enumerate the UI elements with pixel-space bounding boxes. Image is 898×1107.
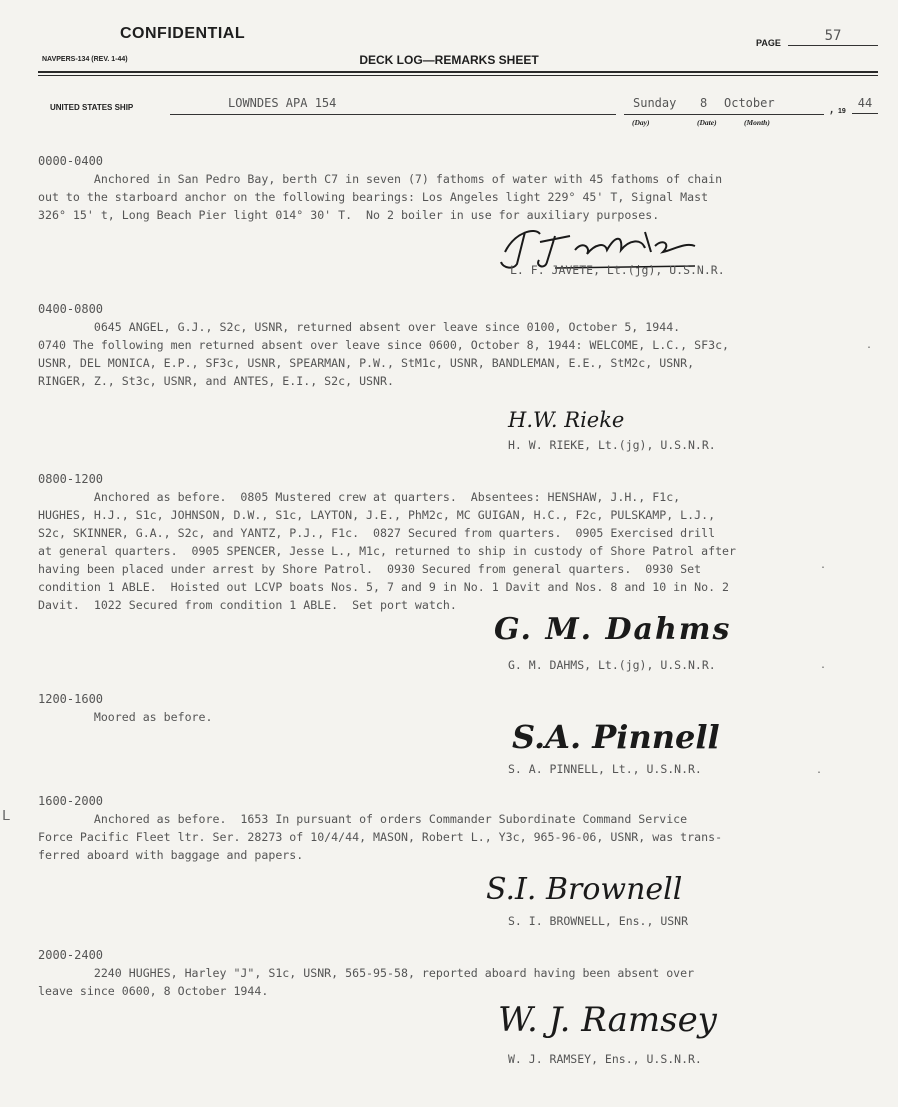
watch-period: 2000-2400: [38, 948, 104, 962]
ship-label: UNITED STATES SHIP: [50, 103, 134, 112]
entry-line: Moored as before.: [38, 710, 213, 724]
entry-line: at general quarters. 0905 SPENCER, Jesse L., M1c, returned to ship in custody of Shore Patrol after: [38, 544, 737, 558]
entry-line: S2c, SKINNER, G.A., S2c, and YANTZ, P.J., F1c. 0827 Secured from quarters. 0905 Exercised drill: [38, 526, 716, 540]
entry-line: Davit. 1022 Secured from condition 1 ABLE. Set port watch.: [38, 598, 457, 612]
log-entry: [38, 792, 888, 864]
margin-mark: ᒪ: [2, 808, 10, 824]
entry-line: having been placed under arrest by Shore Patrol. 0930 Secured from general quarters. 0930 Set: [38, 562, 702, 576]
watch-period: 1600-2000: [38, 794, 104, 808]
header-rule-thick: [38, 71, 878, 73]
page-title: DECK LOG—REMARKS SHEET: [359, 53, 539, 67]
header-rule-thin: [38, 75, 878, 76]
date-comma: ,: [828, 102, 836, 116]
signature-ramsey: W. J. Ramsey: [498, 1000, 717, 1040]
entry-line: 0645 ANGEL, G.J., S2c, USNR, returned absent over leave since 0100, October 5, 1944.: [38, 320, 681, 334]
signature-typed: G. M. DAHMS, Lt.(jg), U.S.N.R.: [508, 658, 716, 672]
signature-brownell: S.I. Brownell: [486, 872, 683, 907]
stray-mark: .: [816, 765, 823, 776]
entry-line: Anchored as before. 0805 Mustered crew at quarters. Absentees: HENSHAW, J.H., F1c,: [38, 490, 681, 504]
entry-line: leave since 0600, 8 October 1944.: [38, 984, 269, 998]
log-entry: [38, 152, 888, 224]
stray-mark: .: [820, 660, 827, 671]
stray-mark: .: [866, 340, 873, 351]
watch-period: 0000-0400: [38, 154, 104, 168]
entry-line: condition 1 ABLE. Hoisted out LCVP boats Nos. 5, 7 and 9 in No. 1 Davit and Nos. 8 and 10 in No. 2: [38, 580, 730, 594]
entry-line: Force Pacific Fleet ltr. Ser. 28273 of 10/4/44, MASON, Robert L., Y3c, 965-96-06, USNR, was trans-: [38, 830, 723, 844]
signature-typed: W. J. RAMSEY, Ens., U.S.N.R.: [508, 1052, 702, 1066]
entry-line: HUGHES, H.J., S1c, JOHNSON, D.W., S1c, LAYTON, J.E., PhM2c, MC GUIGAN, H.C., F2c, PULSKAMP, L.J.,: [38, 508, 716, 522]
watch-period: 0800-1200: [38, 472, 104, 486]
entry-line: USNR, DEL MONICA, E.P., SF3c, USNR, SPEARMAN, P.W., StM1c, USNR, BANDLEMAN, E.E., StM2c, USNR,: [38, 356, 695, 370]
signature-rieke: H.W. Rieke: [508, 408, 625, 432]
caption-day: (Day): [632, 118, 650, 127]
signature-dahms: G. M. Dahms: [494, 612, 732, 647]
watch-period: 0400-0800: [38, 302, 104, 316]
log-date: 8: [700, 96, 708, 110]
log-entry: [38, 690, 888, 726]
year-prefix: 19: [838, 108, 846, 115]
entry-line: out to the starboard anchor on the following bearings: Los Angeles light 229° 45' T, Signal Mast: [38, 190, 709, 204]
entry-line: Anchored in San Pedro Bay, berth C7 in seven (7) fathoms of water with 45 fathoms of chain: [38, 172, 723, 186]
log-entry: [38, 300, 888, 390]
ship-underline: [170, 114, 616, 115]
page-label: PAGE: [756, 38, 781, 48]
log-entry: [38, 946, 888, 1000]
ship-name: LOWNDES APA 154: [228, 96, 337, 110]
signature-typed: S. I. BROWNELL, Ens., USNR: [508, 914, 689, 928]
entry-line: RINGER, Z., St3c, USNR, and ANTES, E.I., S2c, USNR.: [38, 374, 394, 388]
caption-month: (Month): [744, 118, 770, 127]
entry-line: 2240 HUGHES, Harley "J", S1c, USNR, 565-95-58, reported aboard having been absent over: [38, 966, 695, 980]
entry-line: 0740 The following men returned absent over leave since 0600, October 8, 1944: WELCOME, L.C., SF3c,: [38, 338, 730, 352]
log-month: October: [724, 96, 775, 110]
signature-typed: H. W. RIEKE, Lt.(jg), U.S.N.R.: [508, 438, 716, 452]
entry-line: ferred aboard with baggage and papers.: [38, 848, 304, 862]
date-underline: [624, 114, 824, 115]
classification-stamp: CONFIDENTIAL: [120, 25, 246, 42]
entry-line: Anchored as before. 1653 In pursuant of orders Commander Subordinate Command Service: [38, 812, 688, 826]
signature-typed: L. F. JAVETE, Lt.(jg), U.S.N.R.: [510, 263, 725, 277]
page-number: 57: [788, 28, 878, 46]
entry-line: 326° 15' t, Long Beach Pier light 014° 30' T. No 2 boiler in use for auxiliary purposes.: [38, 208, 660, 222]
signature-typed: S. A. PINNELL, Lt., U.S.N.R.: [508, 762, 702, 776]
form-number: NAVPERS-134 (REV. 1-44): [42, 56, 128, 63]
caption-date: (Date): [697, 118, 717, 127]
watch-period: 1200-1600: [38, 692, 104, 706]
log-day: Sunday: [633, 96, 677, 110]
signature-pinnell: S.A. Pinnell: [512, 718, 720, 756]
stray-mark: .: [820, 560, 827, 571]
log-entry: [38, 470, 888, 614]
year-suffix: 44: [852, 96, 878, 114]
